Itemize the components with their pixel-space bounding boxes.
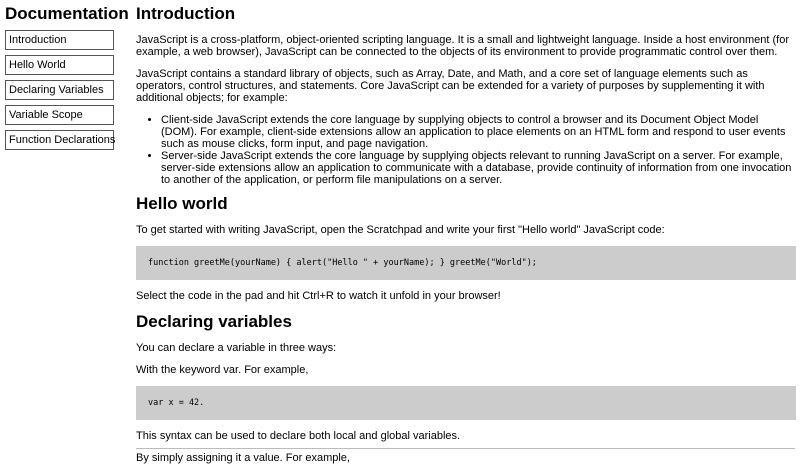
list-item: • Client-side JavaScript extends the core language by supplying objects to control a browser and its Document Object Model (DOM). For example, client-side extensions allow an application to place elements on an HTML form and respond to user events such as mouse clicks, form input, and page navigation. <box>161 114 796 150</box>
code-block: function greetMe(yourName) { alert("Hello " + yourName); } greetMe("World"); <box>136 246 796 280</box>
paragraph: JavaScript contains a standard library of objects, such as Array, Date, and Math, and a core set of language elements such as operators, control structures, and statements. Core JavaScript can be extended for a variety of purposes by supplementing it with additional objects; for example: <box>136 68 765 104</box>
code-block: var x = 42. <box>136 386 796 420</box>
nav-link-function-declarations[interactable]: Function Declarations <box>5 130 114 150</box>
code-block-edge <box>136 448 795 449</box>
paragraph: Select the code in the pad and hit Ctrl+R to watch it unfold in your browser! <box>136 290 501 302</box>
nav-link-declaring-variables[interactable]: Declaring Variables <box>5 80 114 100</box>
paragraph: To get started with writing JavaScript, open the Scratchpad and write your first "Hello world" JavaScript code: <box>136 224 665 236</box>
list-item: • Server-side JavaScript extends the core language by supplying objects relevant to running JavaScript on a server. For example, server-side extensions allow an application to communicate with a database, provide continuity of information from one invocation to another of the application, or perform file manipulations on a server. <box>161 150 796 186</box>
section-introduction <box>136 4 796 186</box>
section-title: Introduction <box>136 4 236 23</box>
section-title: Hello world <box>136 194 228 213</box>
paragraph: This syntax can be used to declare both local and global variables. <box>136 430 461 442</box>
paragraph: JavaScript is a cross-platform, object-oriented scripting language. It is a small and lightweight language. Inside a host environment (for example, a web browser), JavaScript can be connected to the objects of its environment to provide programmatic control over them. <box>136 34 790 58</box>
section-title: Declaring variables <box>136 312 292 331</box>
nav-title: Documentation <box>5 4 129 23</box>
nav-link-introduction[interactable]: Introduction <box>5 30 114 50</box>
main-doc <box>136 0 796 474</box>
bullet-list <box>136 114 796 186</box>
section-declaring-variables <box>136 312 796 464</box>
paragraph: With the keyword var. For example, <box>136 364 309 376</box>
paragraph: You can declare a variable in three ways: <box>136 342 337 354</box>
paragraph: By simply assigning it a value. For example, <box>136 452 350 464</box>
nav-link-hello-world[interactable]: Hello World <box>5 55 114 75</box>
nav-link-variable-scope[interactable]: Variable Scope <box>5 105 114 125</box>
navbar <box>5 0 129 155</box>
section-hello-world <box>136 194 796 302</box>
